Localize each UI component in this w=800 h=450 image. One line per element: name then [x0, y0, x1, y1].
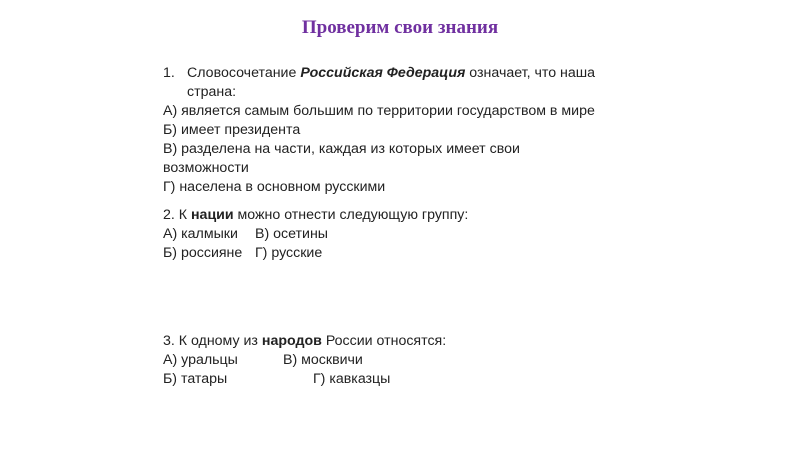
- option-a: А) является самым большим по территории государством в мире: [163, 103, 595, 119]
- question-2-suffix: можно отнести следующую группу:: [233, 207, 469, 223]
- question-2-prefix: 2. К: [163, 207, 191, 223]
- question-1: [163, 64, 633, 197]
- option-b: Б) имеет президента: [163, 122, 301, 138]
- option-g: Г) кавказцы: [313, 371, 391, 387]
- question-3-suffix: России относятся:: [321, 333, 447, 349]
- question-2-text: [163, 206, 633, 225]
- question-1-line2: страна:: [187, 84, 237, 100]
- option-a: А) калмыки: [163, 226, 238, 242]
- question-2-row-1: [163, 225, 633, 244]
- question-3-row-2: [163, 370, 633, 389]
- option-c-continued: возможности: [163, 160, 249, 176]
- option-d: Г) населена в основном русскими: [163, 179, 386, 195]
- option-g: Г) русские: [255, 245, 323, 261]
- question-3-prefix: 3. К одному из: [163, 333, 262, 349]
- question-1-suffix: означает, что наша: [465, 65, 596, 81]
- option-v: В) москвичи: [283, 352, 363, 368]
- question-2: [163, 206, 633, 263]
- option-v: В) осетины: [255, 226, 328, 242]
- question-2-term: нации: [190, 207, 234, 223]
- option-c: В) разделена на части, каждая из которых имеет свои: [163, 141, 520, 157]
- question-2-row-2: [163, 244, 633, 263]
- question-1-number: 1.: [163, 65, 175, 81]
- option-b: Б) татары: [163, 371, 228, 387]
- option-a: А) уральцы: [163, 352, 238, 368]
- question-3: [163, 332, 633, 389]
- question-3-text: [163, 332, 633, 351]
- question-3-term: народов: [261, 333, 322, 349]
- question-3-row-1: [163, 351, 633, 370]
- question-1-term: Российская Федерация: [300, 65, 466, 81]
- slide-title: Проверим свои знания: [301, 17, 499, 38]
- question-1-text: [163, 64, 633, 102]
- question-1-prefix: Словосочетание: [187, 65, 301, 81]
- option-b: Б) россияне: [163, 245, 243, 261]
